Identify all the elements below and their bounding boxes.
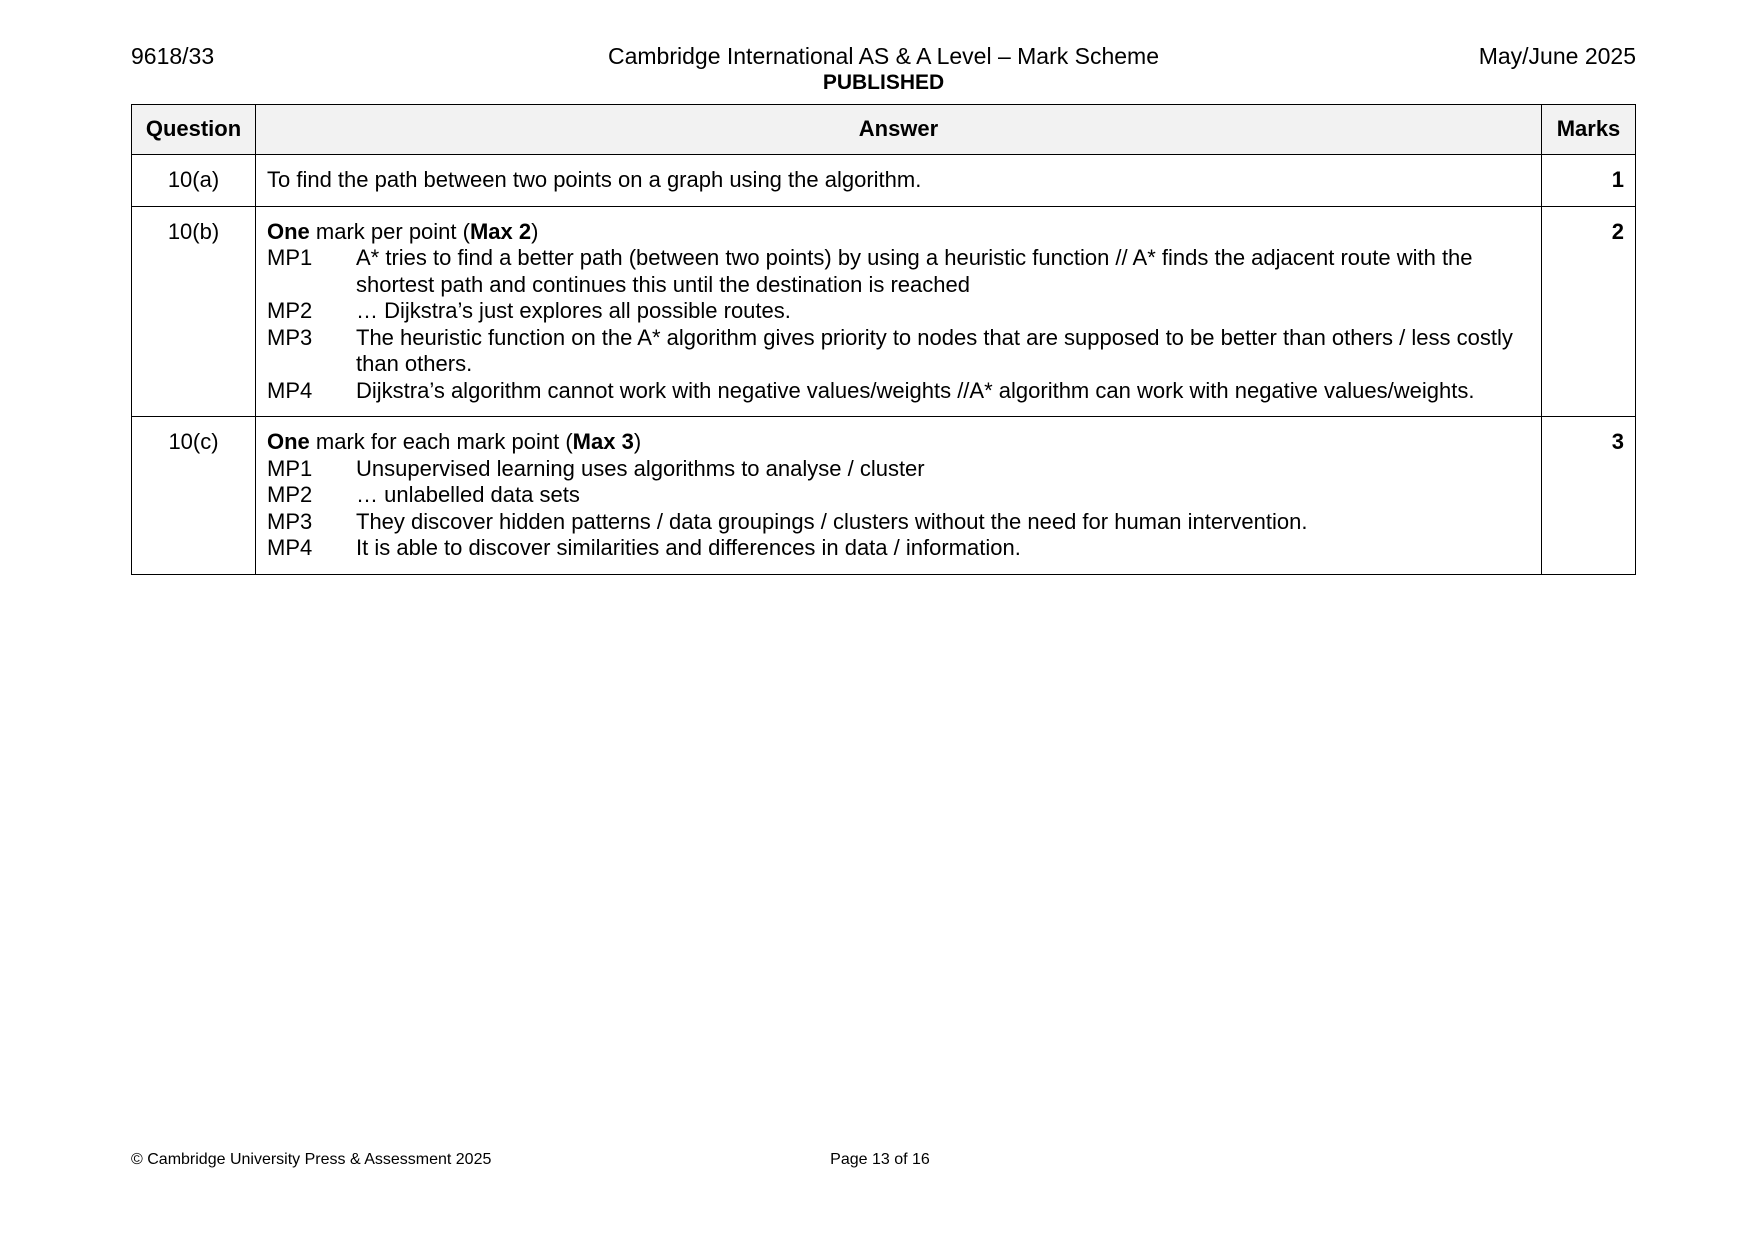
mark-point-code: MP2 [267, 298, 313, 323]
mark-point-text: It is able to discover similarities and differences in data / information. [356, 535, 1021, 560]
question-number: 10(b) [132, 206, 256, 417]
mark-point-code: MP1 [267, 245, 313, 270]
document-title: Cambridge International AS & A Level – Mark Scheme [607, 43, 1160, 69]
max-marks: Max 2 [469, 218, 532, 244]
instruction-emphasis: One [267, 218, 310, 244]
mark-instruction [267, 429, 1530, 456]
table-row [132, 155, 1636, 207]
mark-point-code: MP4 [267, 535, 313, 560]
mark-point [267, 482, 1530, 509]
copyright-notice: © Cambridge University Press & Assessment 2025 [131, 1151, 492, 1168]
table-header-row [132, 105, 1636, 155]
exam-session: May/June 2025 [1478, 43, 1636, 69]
mark-point-code: MP3 [267, 324, 313, 350]
mark-point-text: The heuristic function on the A* algorithm gives priority to nodes that are supposed to be better than others / less costly than others. [356, 324, 1513, 376]
mark-point [267, 456, 1530, 483]
mark-point-text: … Dijkstra’s just explores all possible routes. [356, 298, 791, 323]
mark-point-code: MP4 [267, 377, 313, 403]
question-column-header: Question [132, 105, 256, 155]
question-number: 10(a) [132, 155, 256, 207]
answer-cell [256, 206, 1542, 417]
mark-point [267, 298, 1530, 325]
marks-column-header: Marks [1542, 105, 1636, 155]
answer-cell [256, 417, 1542, 575]
mark-point [267, 535, 1530, 562]
table-row [132, 206, 1636, 417]
answer-text: To find the path between two points on a graph using the algorithm. [256, 155, 1542, 207]
instruction-emphasis: One [267, 429, 310, 454]
mark-point [267, 245, 1530, 298]
instruction-close: ) [531, 218, 539, 244]
mark-instruction [267, 219, 1530, 246]
mark-point-code: MP2 [267, 482, 313, 507]
mark-point [267, 325, 1530, 378]
marks-value: 1 [1542, 155, 1636, 207]
marks-value: 3 [1542, 417, 1636, 575]
marks-value: 2 [1542, 206, 1636, 417]
table-row [132, 417, 1636, 575]
page-number: Page 13 of 16 [830, 1151, 930, 1168]
mark-point-code: MP3 [267, 508, 313, 534]
instruction-text: mark for each mark point ( [309, 429, 573, 454]
max-marks: Max 3 [572, 429, 634, 454]
mark-point-text: … unlabelled data sets [356, 482, 580, 507]
mark-point [267, 509, 1530, 536]
mark-point-code: MP1 [267, 455, 313, 481]
instruction-close: ) [633, 429, 642, 454]
mark-point-text: Dijkstra’s algorithm cannot work with negative values/weights //A* algorithm can work with negative values/weights. [356, 377, 1475, 403]
mark-point [267, 378, 1530, 405]
mark-scheme-table [131, 104, 1636, 575]
question-number: 10(c) [132, 417, 256, 575]
published-label: PUBLISHED [822, 71, 945, 94]
paper-code: 9618/33 [131, 43, 215, 69]
mark-point-text: A* tries to find a better path (between two points) by using a heuristic function // A* finds the adjacent route with the shortest path and continues this until the destination is reached [356, 245, 1473, 297]
mark-point-text: They discover hidden patterns / data groupings / clusters without the need for human intervention. [356, 508, 1308, 534]
answer-column-header: Answer [256, 105, 1542, 155]
mark-point-text: Unsupervised learning uses algorithms to analyse / cluster [356, 455, 925, 481]
page-header [131, 42, 1636, 102]
instruction-text: mark per point ( [309, 218, 470, 244]
